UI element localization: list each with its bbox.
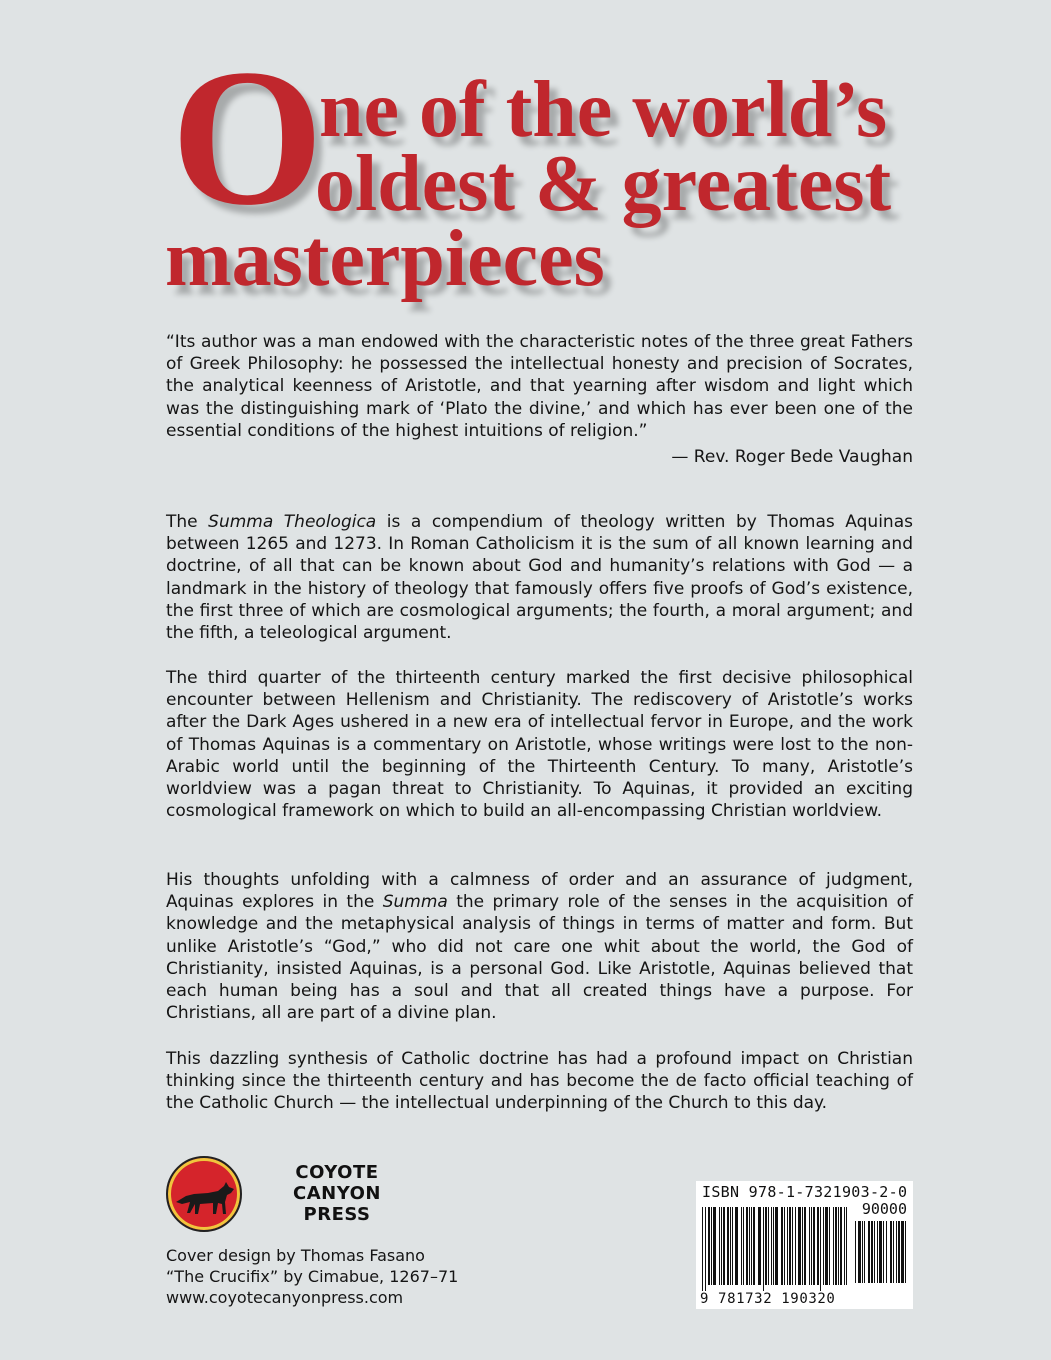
cover-design-credit: Cover design by Thomas Fasano <box>166 1246 425 1265</box>
p3-text-b: the primary role of the senses in the acquisition of knowledge and the metaphysical analysis of things in terms of matter and form. But unlike Aristotle’s “God,” who did not care one whit about the world, the God of Christianity, insisted Aquinas, is a personal God. Like Aristotle, Aquinas believed that each human being has a soul and that all created things have a purpose. For Christians, all are part of a divine plan. <box>166 892 913 1024</box>
barcode-bar <box>792 1207 793 1285</box>
coyote-icon <box>168 1158 244 1234</box>
barcode-bar <box>811 1207 812 1285</box>
barcode-bar <box>719 1207 720 1285</box>
barcode-bar <box>765 1207 767 1285</box>
barcode-bar <box>798 1207 801 1285</box>
barcode-bar <box>835 1207 837 1285</box>
barcode-bar <box>846 1207 847 1285</box>
description-paragraph-3 <box>166 869 913 1024</box>
barcode-bar <box>820 1207 821 1291</box>
p3-text-a: His thoughts unfolding with a calmness of order and an assurance of judgment, Aquinas explores in the <box>166 870 913 913</box>
publisher-name <box>272 1162 402 1225</box>
barcode-bar <box>813 1207 815 1285</box>
addon-barcode-bar <box>896 1221 897 1283</box>
headline-line-3: masterpieces <box>165 215 605 303</box>
addon-barcode-bar <box>890 1221 892 1283</box>
barcode-bar <box>817 1207 819 1285</box>
ean-number: 9 781732 190320 <box>700 1291 836 1307</box>
barcode-bar <box>781 1207 783 1285</box>
addon-barcode-bar <box>874 1221 875 1283</box>
barcode-bar <box>727 1207 729 1285</box>
barcode-bar <box>784 1207 785 1285</box>
barcode-bar <box>775 1207 778 1285</box>
quote-attribution: — Rev. Roger Bede Vaughan <box>671 447 913 467</box>
barcode-bar <box>713 1207 716 1285</box>
addon-barcode-bar <box>886 1221 887 1283</box>
addon-barcode-bar <box>871 1221 873 1283</box>
barcode-bar <box>838 1207 839 1285</box>
barcode-bar <box>753 1207 755 1285</box>
barcode-bar <box>763 1207 764 1291</box>
publisher-line-3: PRESS <box>303 1204 371 1225</box>
barcode-bar <box>749 1207 750 1285</box>
barcode-bar <box>705 1207 706 1291</box>
barcode-bar <box>840 1207 842 1285</box>
barcode-bar <box>802 1207 803 1285</box>
p3-title: Summa <box>382 892 448 913</box>
addon-barcode-bar <box>868 1221 870 1283</box>
barcode-bar <box>735 1207 738 1285</box>
price-code: 90000 <box>861 1200 907 1218</box>
description-paragraph-2: The third quarter of the thirteenth century marked the first decisive philosophical encounter between Hellenism and Christianity. The rediscovery of Aristotle’s works after the Dark Ages ushered in a new era of intellectual fervor in Europe, and the work of Thomas Aquinas is a commentary on Aristotle, whose writings were lost to the non-Arabic world until the beginning of the Thirteenth Century. To many, Aristotle’s worldview was a pagan threat to Christianity. To Aquinas, it provided an exciting cosmological framework on which to build an all-encompassing Christian worldview. <box>166 668 913 822</box>
addon-barcode-bar <box>893 1221 894 1283</box>
addon-barcode-bar <box>855 1221 856 1283</box>
barcode-bar <box>751 1207 752 1285</box>
painting-credit: “The Crucifix” by Cimabue, 1267–71 <box>166 1267 459 1286</box>
barcode-bar <box>823 1207 824 1285</box>
barcode-bar <box>771 1207 772 1285</box>
barcode-bar <box>773 1207 774 1285</box>
barcode-bar <box>787 1207 788 1285</box>
p1-title: Summa Theologica <box>208 512 377 532</box>
barcode-bar <box>746 1207 748 1285</box>
addon-barcode-bar <box>862 1221 863 1283</box>
addon-barcode-bar <box>877 1221 878 1283</box>
addon-barcode-bar <box>879 1221 882 1283</box>
barcode-bar <box>768 1207 769 1285</box>
addon-barcode-bar <box>858 1221 861 1283</box>
headline-line-2: oldest & greatest <box>315 140 892 228</box>
headline-line-1: ne of the world’s <box>319 66 888 154</box>
isbn-barcode <box>696 1181 913 1309</box>
publisher-line-2: CANYON <box>293 1183 381 1204</box>
blurb-quote: “Its author was a man endowed with the characteristic notes of the three great Fathers of Greek Philosophy: he possessed the intellectual honesty and precision of Socrates, the analytical keenness of Aristotle, and that yearning after wisdom and light which was the distinguishing mark of ‘Plato the divine,’ and which has ever been one of the essential conditions of the highest intuitions of religion.” <box>166 332 913 441</box>
barcode-bar <box>743 1207 744 1285</box>
barcode-bar <box>789 1207 791 1285</box>
barcode-bar <box>708 1207 710 1285</box>
addon-barcode-bar <box>905 1221 906 1283</box>
barcode-bar <box>809 1207 810 1285</box>
publisher-website: www.coyotecanyonpress.com <box>166 1288 404 1307</box>
addon-barcode-bar <box>901 1221 904 1283</box>
addon-barcode-bar <box>898 1221 900 1283</box>
p1-text-a: The <box>166 512 209 532</box>
addon-barcode-bar <box>864 1221 865 1283</box>
barcode-bar <box>795 1207 796 1285</box>
isbn-number: ISBN 978-1-7321903-2-0 <box>702 1183 908 1201</box>
barcode-bar <box>730 1207 731 1285</box>
barcode-bar <box>829 1207 830 1285</box>
headline-drop-cap: O <box>171 29 324 246</box>
barcode-bar <box>825 1207 828 1285</box>
publisher-logo <box>166 1156 242 1232</box>
publisher-line-1: COYOTE <box>295 1162 379 1183</box>
barcode-bar <box>723 1207 725 1285</box>
description-paragraph-1 <box>166 511 913 644</box>
addon-barcode-bar <box>883 1221 884 1283</box>
barcode-bar <box>702 1207 703 1291</box>
barcode-bar <box>721 1207 722 1285</box>
credits <box>166 1245 458 1308</box>
headline <box>165 29 945 303</box>
barcode-bar <box>732 1207 733 1285</box>
barcode-bar <box>711 1207 712 1285</box>
barcode-bar <box>758 1207 761 1285</box>
description-paragraph-4: This dazzling synthesis of Catholic doctrine has had a profound impact on Christian thinking since the thirteenth century and has become the de facto official teaching of the Catholic Church — the intellectual underpinning of the Church to this day. <box>166 1049 913 1114</box>
barcode-bar <box>741 1207 742 1285</box>
barcode-bar <box>833 1207 834 1285</box>
barcode-bar <box>804 1207 806 1285</box>
p1-text-b: is a compendium of theology written by Thomas Aquinas between 1265 and 1273. In Roman Catholicism it is the sum of all known learning and doctrine, of all that can be known about God and humanity’s relations with God — a landmark in the history of theology that famously offers five proofs of God’s existence, the first three of which are cosmological arguments; the fourth, a moral argument; and the fifth, a teleological argument. <box>166 512 913 644</box>
barcode-bar <box>844 1207 845 1285</box>
